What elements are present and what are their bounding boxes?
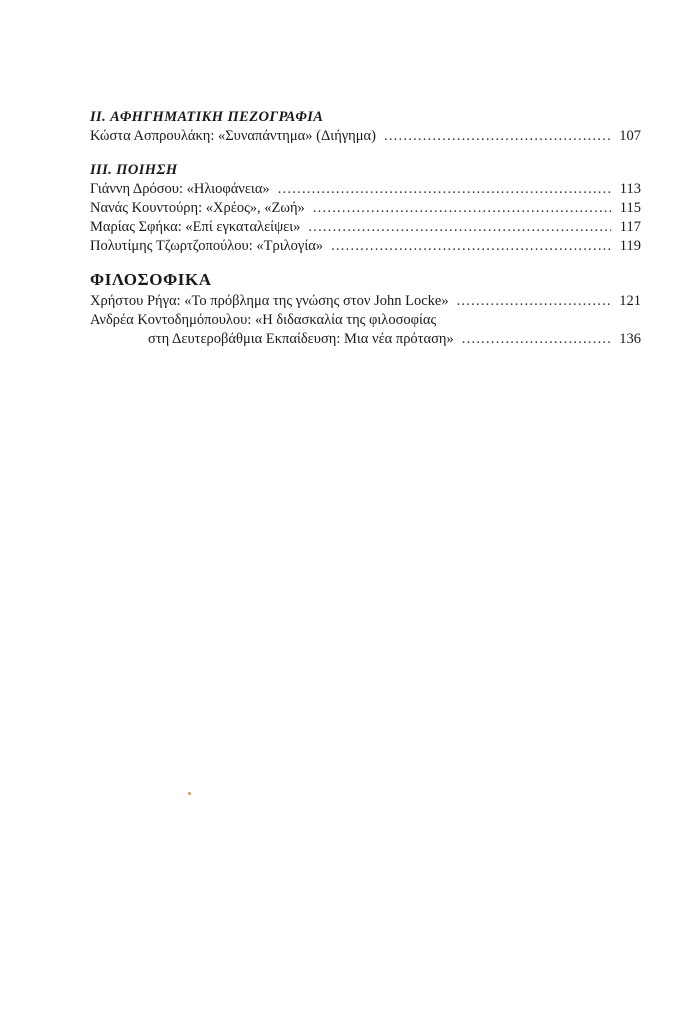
toc-entry xyxy=(90,237,641,256)
section-heading: ΦΙΛΟΣΟΦΙΚΑ xyxy=(90,270,212,289)
entry-title: Πολυτίμης Τζωρτζοπούλου: «Τριλογία» xyxy=(90,238,324,254)
section-heading: III. ΠΟΙΗΣΗ xyxy=(90,162,178,178)
page-number: 117 xyxy=(619,219,641,235)
dot-leader xyxy=(331,237,611,256)
dot-leader xyxy=(278,180,611,199)
entry-title: Κώστα Ασπρουλάκη: «Συναπάντημα» (Διήγημα) xyxy=(90,128,376,144)
toc-entry xyxy=(90,180,641,199)
section-philosophy xyxy=(90,268,641,349)
page-number: 136 xyxy=(619,331,641,347)
page-number: 121 xyxy=(619,293,641,309)
toc-entry xyxy=(90,292,641,311)
entry-title-line-2: στη Δευτεροβάθμια Εκπαίδευση: Μια νέα πρόταση» xyxy=(148,331,454,347)
entry-title: Γιάννη Δρόσου: «Ηλιοφάνεια» xyxy=(90,181,270,197)
page-number: 113 xyxy=(619,181,641,197)
paper-speck xyxy=(188,792,191,795)
dot-leader xyxy=(457,292,611,311)
entry-title-line-1: Ανδρέα Κοντοδημόπουλου: «Η διδασκαλία της φιλοσοφίας xyxy=(90,312,437,328)
entry-title: Μαρίας Σφήκα: «Επί εγκαταλείψει» xyxy=(90,219,301,235)
dot-leader xyxy=(384,127,611,146)
page-number: 107 xyxy=(619,128,641,144)
toc-entry xyxy=(90,218,641,237)
table-of-contents xyxy=(90,107,641,349)
entry-title: Νανάς Κουντούρη: «Χρέος», «Ζωή» xyxy=(90,200,305,216)
section-prose xyxy=(90,107,641,146)
page-number: 115 xyxy=(619,200,641,216)
toc-entry xyxy=(90,199,641,218)
dot-leader xyxy=(313,199,611,218)
toc-entry xyxy=(90,127,641,146)
dot-leader xyxy=(308,218,611,237)
toc-entry xyxy=(90,330,641,349)
section-heading: II. ΑΦΗΓΗΜΑΤΙΚΗ ΠΕΖΟΓΡΑΦΙΑ xyxy=(90,109,324,125)
entry-title: Χρήστου Ρήγα: «Το πρόβλημα της γνώσης στον John Locke» xyxy=(90,293,449,309)
section-poetry xyxy=(90,160,641,256)
dot-leader xyxy=(462,330,611,349)
page-number: 119 xyxy=(619,238,641,254)
